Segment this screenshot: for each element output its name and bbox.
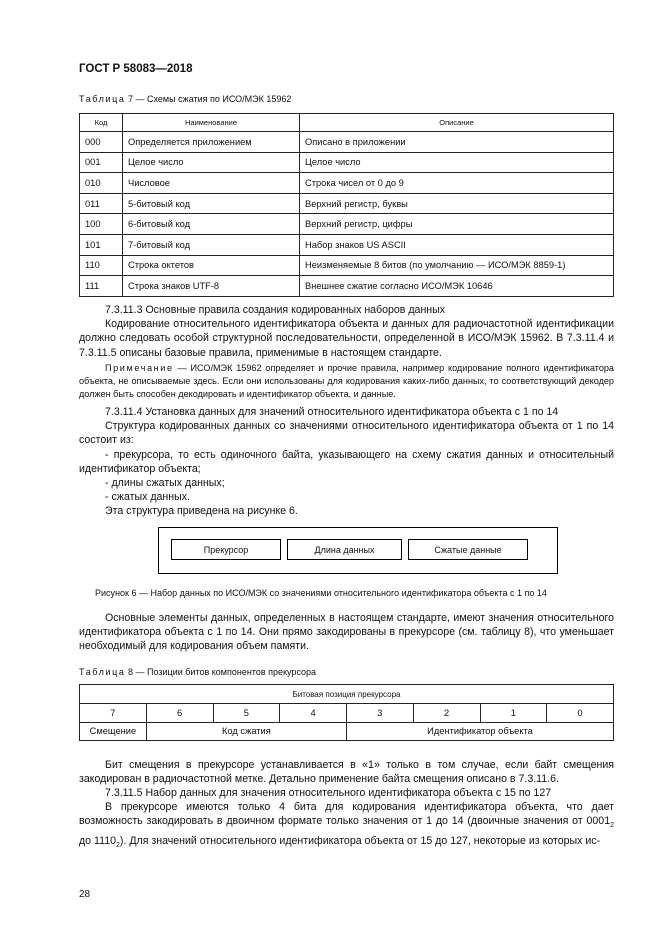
compressed-data-box: Сжатые данные <box>408 539 528 560</box>
table-cell: 001 <box>80 152 123 173</box>
table-cell: 101 <box>80 234 123 255</box>
table-cell: Описано в приложении <box>300 132 614 153</box>
bit-cell: 6 <box>146 704 213 723</box>
table-cell: Верхний регистр, цифры <box>300 214 614 235</box>
table-cell: 011 <box>80 193 123 214</box>
note <box>79 362 614 402</box>
table-cell: Набор знаков US ASCII <box>300 234 614 255</box>
figure6-caption: Рисунок 6 — Набор данных по ИСО/МЭК со значениями относительного идентификатора объекта с 1 по 14 <box>95 588 547 598</box>
bit-cell: 1 <box>480 704 547 723</box>
section-heading: 7.3.11.4 Установка данных для значений относительного идентификатора объекта с 1 по 14 <box>105 406 559 418</box>
table-row <box>80 255 614 276</box>
list-item: - прекурсора, то есть одиночного байта, указывающего на схему сжатия данных и относительный идентификатор объекта; <box>79 448 614 475</box>
table-row <box>80 193 614 214</box>
table-row <box>80 132 614 153</box>
note-text: — ИСО/МЭК 15962 определяет и прочие правила, например кодирование полного идентификатора объекта, не описываемые здесь. Если они использованы для кодирования каких-либо данных, то соответствующий декодер должен быть способен декодировать и идентификатор объекта, и данные. <box>79 363 614 400</box>
table-cell: 110 <box>80 255 123 276</box>
table-cell: Строка знаков UTF-8 <box>123 276 300 297</box>
note-label: Примечание <box>105 363 174 373</box>
page-header: ГОСТ Р 58083—2018 <box>79 63 193 75</box>
component-cell: Идентификатор объекта <box>347 722 614 741</box>
table-row <box>80 722 614 741</box>
table-cell: 111 <box>80 276 123 297</box>
list-item: - сжатых данных. <box>105 491 190 504</box>
table7 <box>79 113 614 297</box>
paragraph: Бит смещения в прекурсоре устанавливается в «1» только в том случае, если байт смещения закодирован в радиочастотной метке. Детально применение байта смещения описано в 7.3.11.6. <box>79 759 614 786</box>
paragraph: Основные элементы данных, определенных в настоящем стандарте, имеют значения относительного идентификатора объекта с 1 по 14. Они прямо закодированы в прекурсоре (см. таблицу 8), что уменьшает необходимый для кодирования объем памяти. <box>79 612 614 653</box>
section-7-3-11-5 <box>79 786 614 853</box>
bit-cell: 4 <box>280 704 347 723</box>
component-cell: Код сжатия <box>146 722 346 741</box>
section-7-3-11-4 <box>79 405 614 519</box>
figure6-diagram <box>158 527 558 574</box>
bit-cell: 7 <box>80 704 147 723</box>
table-header-cell: Наименование <box>123 114 300 132</box>
table-cell: Целое число <box>123 152 300 173</box>
bit-cell: 3 <box>347 704 414 723</box>
list-item: - длины сжатых данных; <box>105 477 225 490</box>
table-header-cell: Код <box>80 114 123 132</box>
bit-cell: 5 <box>213 704 280 723</box>
table-cell: 010 <box>80 173 123 194</box>
table-row <box>80 152 614 173</box>
table-row <box>80 276 614 297</box>
bit-cell: 0 <box>547 704 614 723</box>
paragraph: Эта структура приведена на рисунке 6. <box>105 505 298 518</box>
table-cell: Верхний регистр, буквы <box>300 193 614 214</box>
paragraph: Структура кодированных данных со значениями относительного идентификатора объекта от 1 по 14 состоит из: <box>79 420 614 447</box>
table-cell: Неизменяемые 8 битов (по умолчанию — ИСО/МЭК 8859-1) <box>300 255 614 276</box>
table8 <box>79 684 614 741</box>
table-header-cell: Битовая позиция прекурсора <box>80 685 614 704</box>
table-cell: 7-битовый код <box>123 234 300 255</box>
table-row <box>80 704 614 723</box>
section-heading: 7.3.11.5 Набор данных для значения относительного идентификатора объекта с 15 по 127 <box>105 787 552 799</box>
table-row <box>80 173 614 194</box>
table-cell: 100 <box>80 214 123 235</box>
section-heading: 7.3.11.3 Основные правила создания кодированных наборов данных <box>105 304 446 316</box>
paragraph: Кодирование относительного идентификатора объекта и данных для радиочастотной идентификации должно следовать особой структурной последовательности, определенной в ИСО/МЭК 15962. В 7.3.11.4 и 7.3.11.5 описаны базовые правила, применимые в настоящем стандарте. <box>79 318 614 359</box>
table-header-row <box>80 114 614 132</box>
section-7-3-11-3 <box>79 303 614 360</box>
table-header-row <box>80 685 614 704</box>
table-cell: Строка октетов <box>123 255 300 276</box>
table-cell: 5-битовый код <box>123 193 300 214</box>
table-cell: Определяется приложением <box>123 132 300 153</box>
table-cell: Целое число <box>300 152 614 173</box>
table-row <box>80 214 614 235</box>
page-number: 28 <box>79 889 91 900</box>
table8-caption: Таблица 8 — Позиции битов компонентов прекурсора <box>79 667 317 677</box>
component-cell: Смещение <box>80 722 147 741</box>
table-header-cell: Описание <box>300 114 614 132</box>
table-cell: Числовое <box>123 173 300 194</box>
data-length-box: Длина данных <box>287 539 402 560</box>
table7-caption: Таблица 7 — Схемы сжатия по ИСО/МЭК 15962 <box>79 94 292 104</box>
table-cell: Внешнее сжатие согласно ИСО/МЭК 10646 <box>300 276 614 297</box>
table-cell: 6-битовый код <box>123 214 300 235</box>
table-cell: Строка чисел от 0 до 9 <box>300 173 614 194</box>
paragraph: В прекурсоре имеются только 4 бита для кодирования идентификатора объекта, что дает возможность закодировать в двоичном формате только значения от 1 до 14 (двоичные значения от $0001_2$ до $1110_2$). Для значений относительного идентификатора объекта от 15 до 127, некоторые из которых ис- <box>79 801 614 849</box>
precursor-box: Прекурсор <box>171 539 281 560</box>
bit-cell: 2 <box>413 704 480 723</box>
table-row <box>80 234 614 255</box>
table-cell: 000 <box>80 132 123 153</box>
